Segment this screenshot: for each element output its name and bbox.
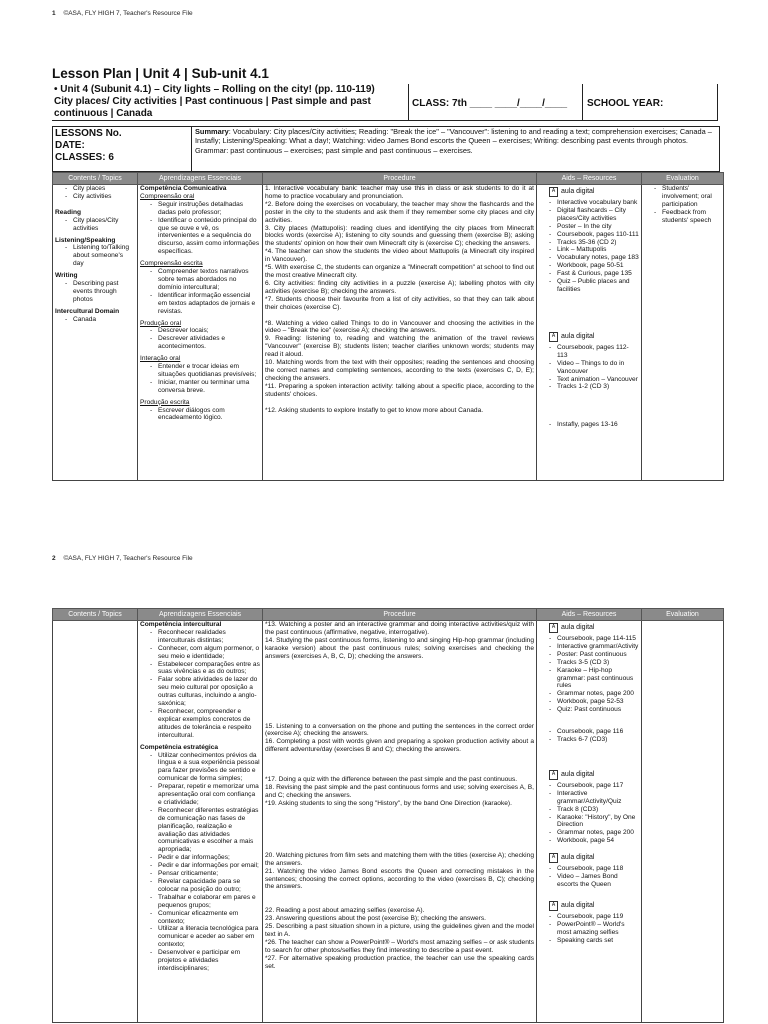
procedure-step: 21. Watching the video James Bond escorts the Queen and correcting mistakes in the sentences; choosing the correct options, according to the video (exercises B, C); checking the answers. xyxy=(265,867,534,891)
list-item: - Preparar, repetir e memorizar uma apresentação oral com confiança e criatividade; xyxy=(150,783,260,807)
class-field: CLASS: 7th ____ ____/____/____ xyxy=(408,84,582,120)
procedure-step: *8. Watching a video called Things to do in Vancouver and choosing the activities in the video – "Break the ice" (exercise A); checking the answers. xyxy=(265,319,534,335)
list-item: - Grammar notes, page 200 xyxy=(549,829,639,837)
unit-description xyxy=(52,84,408,120)
procedure-cell xyxy=(263,621,537,1023)
aula-digital-icon: A xyxy=(549,853,558,863)
list-item: - Interactive grammar/Activity/Quiz xyxy=(549,790,639,806)
procedure-step: *7. Students choose their favourite from a list of city activities, so that they can talk about their choices (exercise C). xyxy=(265,295,534,311)
header-contents: Contents / Topics xyxy=(53,609,138,621)
procedure-step: 14. Studying the past continuous forms, listening to and singing Hip-hop grammar (including karaoke version) about the past continuous rules; solving exercises and checking the answers (exercises A, B, C, D); checking the answers. xyxy=(265,636,534,660)
list-item: - Reconhecer diferentes estratégias de comunicação nas fases de planificação, realização e avaliação das atividades comunicativas e escolher a mais apropriada; xyxy=(150,807,260,854)
header-text: ©ASA, FLY HIGH 7, Teacher's Resource File xyxy=(63,10,193,17)
procedure-step: 10. Matching words from the text with their opposites; reading the sentences and choosing the correct names and completing sentences, according to the texts (exercises C, D, E); checking the answers. xyxy=(265,359,534,382)
list-item: - Karaoke – Hip-hop grammar: past continuous rules xyxy=(549,667,639,691)
aprendizagens-cell xyxy=(138,185,263,481)
page-header xyxy=(52,10,193,17)
list-item: - Coursebook, page 114-115 xyxy=(549,635,639,643)
aula-digital-logo: A aula digital xyxy=(549,623,639,633)
aids-cell xyxy=(537,185,642,481)
list-item: - Utilizar a literacia tecnológica para comunicar e aceder ao saber em contexto; xyxy=(150,925,260,949)
list-item: - City activities xyxy=(65,193,135,201)
date-label: DATE: xyxy=(55,140,85,151)
list-item: - Vocabulary notes, page 183 xyxy=(549,254,639,262)
list-item: - Estabelecer comparações entre as suas vivências e as do outros; xyxy=(150,661,260,677)
list-item: - Grammar notes, page 200 xyxy=(549,690,639,698)
lesson-meta xyxy=(53,127,191,171)
procedure-cell xyxy=(263,185,537,481)
list-item: - Coursebook, page 117 xyxy=(549,782,639,790)
page-header xyxy=(52,555,193,562)
list-item: - Descrever atividades e acontecimentos. xyxy=(150,335,260,351)
lesson-table-2 xyxy=(52,608,724,1023)
list-item: - Reconhecer, compreender e explicar exemplos concretos de atitudes de tolerância e respeito intercultural. xyxy=(150,708,260,740)
list-item: - Karaoke: "History", by One Direction xyxy=(549,814,639,830)
summary-text: : Vocabulary: City places/City activities; Reading: "Break the ice" – "Vancouver": listening to and reading a text; comprehension exercises; Canada – Instafly; Listening/Speaking: What a day!; Watching: video James Bond escorts the Queen – exercises; Writing: describing past events through photos. xyxy=(195,127,712,146)
procedure-step: *17. Doing a quiz with the difference between the past simple and the past continuous. xyxy=(265,776,518,784)
list-item: - Describing past events through photos xyxy=(65,280,135,304)
summary-label: Summary xyxy=(195,127,229,136)
list-item: - Coursebook, pages 112-113 xyxy=(549,344,639,360)
unit-box xyxy=(52,84,718,121)
list-item: - Link – Mattupolis xyxy=(549,246,639,254)
aula-digital-logo: A aula digital xyxy=(549,901,639,911)
list-item: - Identificar informação essencial em textos adaptados de jornais e revistas. xyxy=(150,292,260,316)
aula-digital-icon: A xyxy=(549,770,558,780)
header-evaluation: Evaluation xyxy=(642,173,724,185)
list-item: - Canada xyxy=(65,316,135,324)
header-procedure: Procedure xyxy=(263,609,537,621)
contents-cell xyxy=(53,185,138,481)
list-item: - Text animation – Vancouver xyxy=(549,376,639,384)
procedure-step: 22. Reading a post about amazing selfies (exercise A). xyxy=(265,907,425,915)
list-item: - Pensar criticamente; xyxy=(150,870,260,878)
aprendizagens-cell xyxy=(138,621,263,1023)
list-item: - Video – Things to do in Vancouver xyxy=(549,360,639,376)
list-item: - Track 8 (CD3) xyxy=(549,806,639,814)
procedure-step: 3. City places (Mattupolis): reading clues and identifying the city places from Minecraft blocks words (exercise A); listening to city sounds and guessing them (exercise B); asking the students' opinion on how their own Minecraft city is (exercise C); checking the answers. xyxy=(265,224,534,248)
list-item: - Compreender textos narrativos sobre temas abordados no domínio intercultural; xyxy=(150,268,260,292)
list-item: - Workbook, page 54 xyxy=(549,837,639,845)
procedure-step: *12. Asking students to explore Instafly to get to know more about Canada. xyxy=(265,406,484,414)
school-year-field: SCHOOL YEAR: xyxy=(582,84,717,120)
page-number: 1 xyxy=(52,10,56,17)
procedure-step: 25. Describing a past situation shown in a picture, using the guidelines given and the model text in A. xyxy=(265,923,534,939)
procedure-step: *5. With exercise C, the students can organize a "Minecraft competition" at school to find out the most creative Minecraft city. xyxy=(265,264,534,279)
header-evaluation: Evaluation xyxy=(642,609,724,621)
aula-digital-logo: A aula digital xyxy=(549,187,639,197)
list-item: - Conhecer, com algum pormenor, o seu meio e identidade; xyxy=(150,645,260,661)
list-item: - Coursebook, page 119 xyxy=(549,913,639,921)
list-item: - Instafly, pages 13-16 xyxy=(549,421,639,429)
aula-digital-logo: A aula digital xyxy=(549,770,639,780)
list-item: - Quiz – Public places and facilities xyxy=(549,278,639,294)
page-number: 2 xyxy=(52,555,56,562)
list-item: - Coursebook, page 118 xyxy=(549,865,639,873)
procedure-step: *26. The teacher can show a PowerPoint® – World's most amazing selfies – or ask students to search for other photos/selfies they find interesting to describe a past event. xyxy=(265,938,534,954)
list-item: - Tracks 6-7 (CD3) xyxy=(549,736,639,744)
list-item: - Feedback from students' speech xyxy=(654,209,721,225)
header-aprendizagens: Aprendizagens Essenciais xyxy=(138,609,263,621)
list-item: - Falar sobre atividades de lazer do seu meio cultural por oposição a outras culturas, incluindo a anglo-saxónica; xyxy=(150,676,260,708)
header-aprendizagens: Aprendizagens Essenciais xyxy=(138,173,263,185)
aula-digital-logo: A aula digital xyxy=(549,332,639,342)
list-item: - Seguir instruções detalhadas dadas pelo professor; xyxy=(150,201,260,217)
section-label: Compreensão escrita xyxy=(140,260,203,268)
section-label: Compreensão oral xyxy=(140,192,195,200)
procedure-step: *2. Before doing the exercises on vocabulary, the teacher may show the flashcards and the poster in the city to the students and ask them if they remember some city places and city activities. xyxy=(265,200,534,224)
lessons-label: LESSONS No. xyxy=(55,128,122,139)
list-item: - Identificar o conteúdo principal do que se ouve e vê, os intervenientes e a sequência do discurso, assim como informações específicas. xyxy=(150,217,260,257)
aids-cell xyxy=(537,621,642,1023)
classes-label: CLASSES: 6 xyxy=(55,152,114,163)
procedure-step: 9. Reading: listening to, reading and watching the animation of the travel reviews "Vancouver" (exercise B); students listen; teacher clarifies unknown words; students may read it aloud. xyxy=(265,335,534,359)
list-item: - Entender e trocar ideias em situações quotidianas previsíveis; xyxy=(150,363,260,379)
list-item: - Trabalhar e colaborar em pares e pequenos grupos; xyxy=(150,894,260,910)
list-item: - Utilizar conhecimentos prévios da língua e a sua experiência pessoal para fazer previsões de sentido e comunicar de forma simples; xyxy=(150,752,260,784)
list-item: - Coursebook, page 116 xyxy=(549,728,639,736)
procedure-step: *27. For alternative speaking production practice, the teacher can use the speaking cards set. xyxy=(265,954,534,970)
list-item: - City places xyxy=(65,185,135,193)
list-item: - Tracks 1-2 (CD 3) xyxy=(549,383,639,391)
unit-line-2: City places/ City activities | Past continuous | Past simple and past continuous | Canada xyxy=(54,96,371,119)
list-item: - Workbook, page 50-51 xyxy=(549,262,639,270)
procedure-step: 20. Watching pictures from film sets and matching them with the titles (exercise A); checking the answers. xyxy=(265,851,534,867)
lesson-table-1 xyxy=(52,172,724,481)
list-item: - Listening to/Talking about someone's day xyxy=(65,244,135,268)
aula-digital-icon: A xyxy=(549,623,558,633)
header-aids: Aids – Resources xyxy=(537,173,642,185)
list-item: - Descrever locais; xyxy=(150,327,260,335)
procedure-step: 16. Completing a post with words given and preparing a spoken production activity about a different adventure/day (exercises B and C); checking the answers. xyxy=(265,738,534,754)
list-item: - Tracks 3-5 (CD 3) xyxy=(549,659,639,667)
procedure-step: *11. Preparing a spoken interaction activity: talking about a specific place, according to the students' choices. xyxy=(265,382,534,398)
aula-digital-logo: A aula digital xyxy=(549,853,639,863)
list-item: - Revelar capacidade para se colocar na posição do outro; xyxy=(150,878,260,894)
procedure-step: 23. Answering questions about the post (exercise B); checking the answers. xyxy=(265,915,487,923)
list-item: - Reconhecer realidades interculturais distintas; xyxy=(150,629,260,645)
header-procedure: Procedure xyxy=(263,173,537,185)
section-label: Writing xyxy=(55,272,78,280)
section-label: Listening/Speaking xyxy=(55,236,116,244)
aula-digital-icon: A xyxy=(549,901,558,911)
summary-text-2: Grammar: past continuous – exercises; past simple and past continuous – exercises. xyxy=(195,145,473,155)
procedure-step: 15. Listening to a conversation on the phone and putting the sentences in the correct order (exercise A); checking the answers. xyxy=(265,722,534,738)
list-item: - PowerPoint® – World's most amazing selfies xyxy=(549,921,639,937)
aula-digital-icon: A xyxy=(549,332,558,342)
section-label: Intercultural Domain xyxy=(55,307,120,315)
procedure-step: 1. Interactive vocabulary bank: teacher may use this in class or ask students to do it at home to practice vocabulary and pronunciation. xyxy=(265,185,534,200)
list-item: - Desenvolver e participar em projetos e atividades interdisciplinares; xyxy=(150,949,260,973)
contents-cell xyxy=(53,621,138,1023)
aula-digital-icon: A xyxy=(549,187,558,197)
list-item: - Pedir e dar informações por email; xyxy=(150,862,260,870)
list-item: - Fast & Curious, page 135 xyxy=(549,270,639,278)
procedure-step: *13. Watching a poster and an interactive grammar and doing interactive activities/quiz with the past continuous (affirmative, negative, interrogative). xyxy=(265,621,534,636)
list-item: - Workbook, page 52-53 xyxy=(549,698,639,706)
list-item: - Pedir e dar informações; xyxy=(150,854,260,862)
procedure-step: 18. Revising the past simple and the past continuous forms and use; solving exercises A, B, and C; checking the answers. xyxy=(265,784,534,799)
list-item: - Speaking cards set xyxy=(549,937,639,945)
header-aids: Aids – Resources xyxy=(537,609,642,621)
list-item: - Coursebook, pages 110-111 xyxy=(549,231,639,239)
list-item: - Quiz: Past continuous xyxy=(549,706,639,714)
section-label: Produção escrita xyxy=(140,398,190,406)
summary xyxy=(191,127,719,171)
list-item: - Interactive grammar/Activity xyxy=(549,643,639,651)
list-item: - Escrever diálogos com encadeamento lógico. xyxy=(150,407,260,423)
procedure-step: 6. City activities: finding city activities in a puzzle (exercise A); labelling photos with city activities (exercise B); checking the answers. xyxy=(265,279,534,295)
list-item: - Students' involvement; oral participation xyxy=(654,185,721,209)
section-label: Reading xyxy=(55,208,82,216)
evaluation-cell xyxy=(642,185,724,481)
list-item: - Poster – In the city xyxy=(549,223,639,231)
list-item: - Poster: Past continuous xyxy=(549,651,639,659)
header-text: ©ASA, FLY HIGH 7, Teacher's Resource File xyxy=(63,555,193,562)
unit-line-1: • Unit 4 (Subunit 4.1) – City lights – Rolling on the city! (pp. 110-119) xyxy=(54,84,375,95)
evaluation-cell xyxy=(642,621,724,1023)
list-item: - Tracks 35-36 (CD 2) xyxy=(549,239,639,247)
lesson-info xyxy=(52,126,720,172)
header-contents: Contents / Topics xyxy=(53,173,138,185)
list-item: - Comunicar eficazmente em contexto; xyxy=(150,910,260,926)
section-label: Interação oral xyxy=(140,355,181,363)
page-title: Lesson Plan | Unit 4 | Sub-unit 4.1 xyxy=(52,66,269,81)
section-label: Competência Comunicativa xyxy=(140,185,227,192)
procedure-step: *19. Asking students to sing the song "History", by the band One Direction (karaoke). xyxy=(265,799,512,807)
list-item: - Video – James Bond escorts the Queen xyxy=(549,873,639,889)
list-item: - Digital flashcards – City places/City activities xyxy=(549,207,639,223)
list-item: - Interactive vocabulary bank xyxy=(549,199,639,207)
section-label: Competência intercultural xyxy=(140,621,222,628)
section-label: Produção oral xyxy=(140,319,182,327)
procedure-step: *4. The teacher can show the students the video about Mattupolis (a Minecraft city inspired in Vancouver). xyxy=(265,248,534,264)
section-label: Competência estratégica xyxy=(140,743,219,751)
list-item: - City places/City activities xyxy=(65,217,135,233)
list-item: - Iniciar, manter ou terminar uma conversa breve. xyxy=(150,379,260,395)
